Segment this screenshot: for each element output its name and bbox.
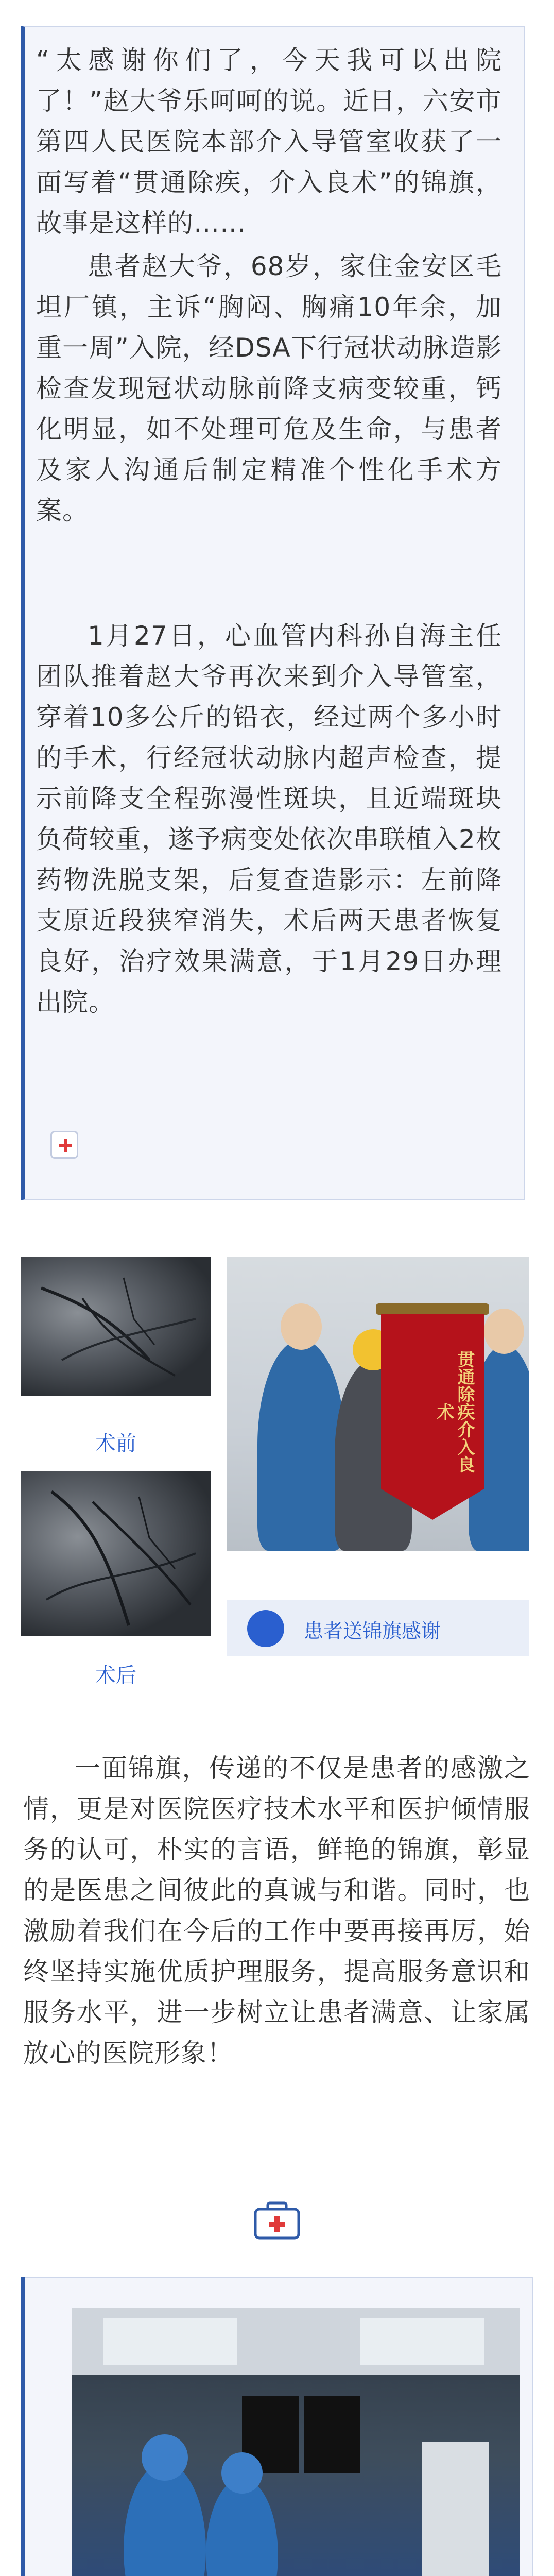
gratitude-paragraph: 一面锦旗，传递的不仅是患者的感激之情，更是对医院医疗技术水平和医护倾情服务的认可，朴实的言语，鲜艳的锦旗，彰显的是医患之间彼此的真诚与和谐。同时，也激励着我们在今后的工作中要再接再厉，始终坚持实施优质护理服务，提高服务意识和服务水平，进一步树立让患者满意、让家属放心的医院形象！ <box>23 1753 530 2068</box>
medical-kit-icon <box>252 2200 302 2241</box>
intro-paragraph-3: 1月27日，心血管内科孙自海主任团队推着赵大爷再次来到介入导管室，穿着10多公斤的铅衣，经过两个多小时的手术，行经冠状动脉内超声检查，提示前降支全程弥漫性斑块，且近端斑块负荷较重，遂予病变处依次串联植入2枚药物洗脱支架，后复查造影示：左前降支原近段狭窄消失，术后两天患者恢复良好，治疗效果满意，于1月29日办理出院。 <box>36 621 502 1017</box>
intro-paragraph-2: 患者赵大爷，68岁，家住金安区毛坦厂镇，主诉“胸闷、胸痛10年余，加重一周”入院，经DSA下行冠状动脉造影检查发现冠状动脉前降支病变较重，钙化明显，如不处理可危及生命，与患者及家人沟通后制定精准个性化手术方案。 <box>36 251 502 526</box>
intro-paragraph-1: “太感谢你们了，今天我可以出院了！”赵大爷乐呵呵的说。近日，六安市第四人民医院本部介入导管室收获了一面写着“贯通除疾，介入良术”的锦旗，故事是这样的…… <box>36 45 502 238</box>
medical-cross-icon <box>50 1131 78 1159</box>
banner-text: 贯通除疾介入良术 <box>434 1350 475 1473</box>
nurse-head <box>484 1309 524 1354</box>
banner-rod <box>376 1303 489 1315</box>
operating-room-photo <box>72 2308 520 2576</box>
doctor-figure <box>257 1340 345 1551</box>
photo-caption-bar <box>227 1600 529 1656</box>
patient-banner-photo <box>227 1257 529 1551</box>
card-accent-bar <box>21 2277 25 2576</box>
angiogram-after-image <box>21 1471 211 1636</box>
photo-caption-text: 患者送锦旗感谢 <box>304 1620 441 1642</box>
angiogram-before-image <box>21 1257 211 1396</box>
after-caption: 术后 <box>95 1664 136 1687</box>
before-caption: 术前 <box>95 1432 136 1455</box>
doctor-head <box>281 1303 322 1350</box>
caption-dot-icon <box>247 1610 284 1647</box>
